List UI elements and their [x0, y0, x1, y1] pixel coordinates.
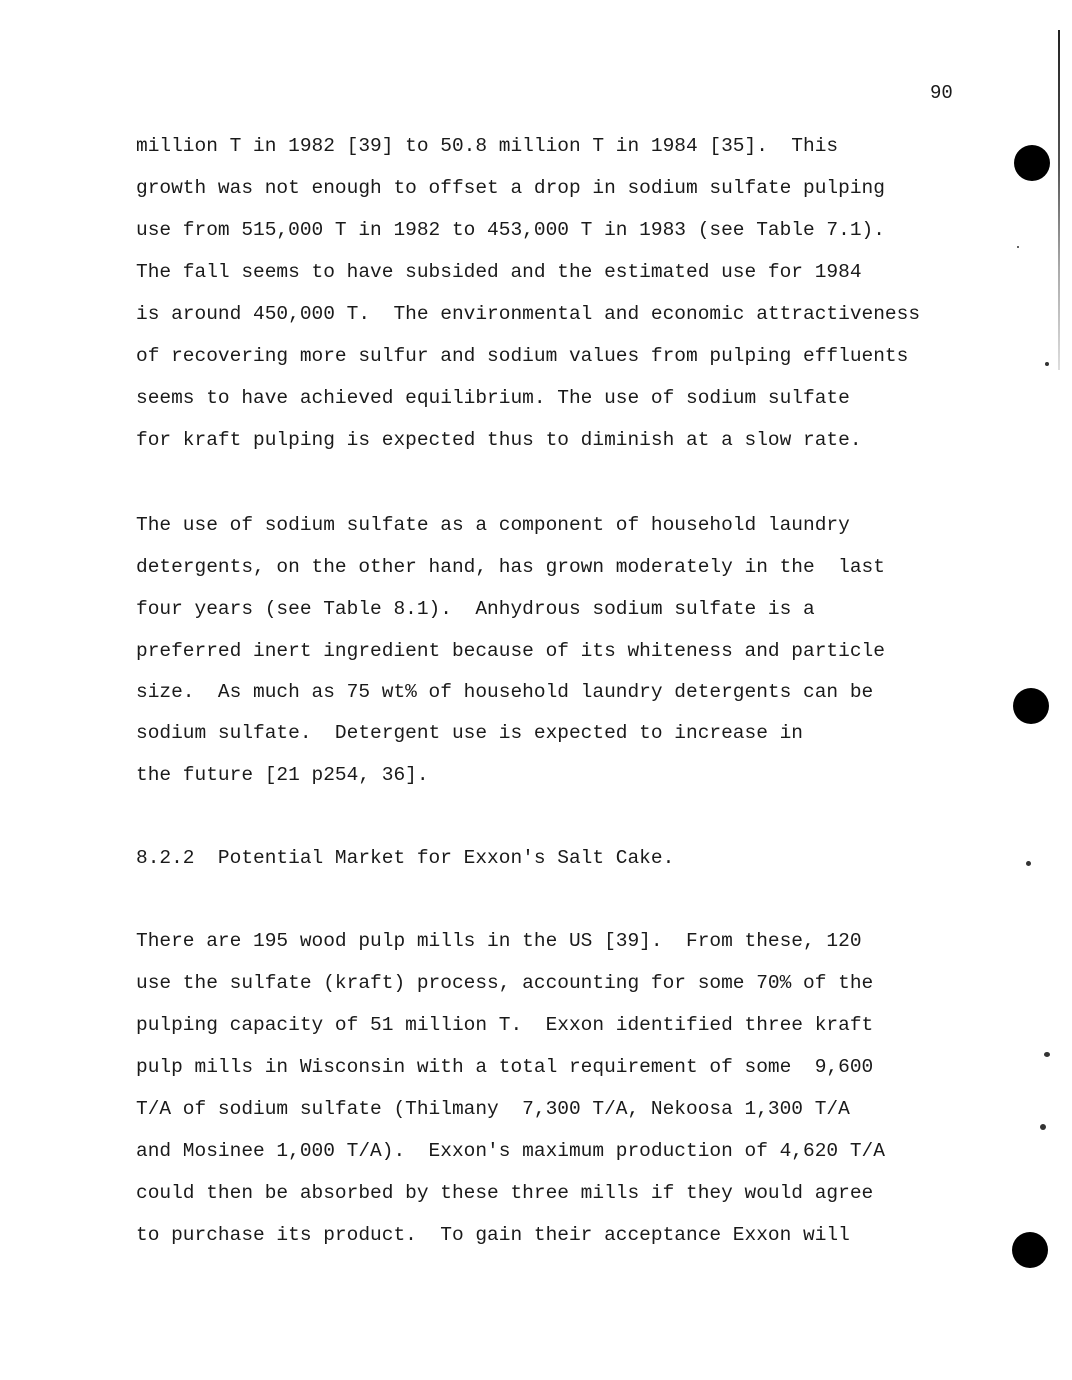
text-line: could then be absorbed by these three mills if they would agree: [136, 1182, 874, 1204]
text-line: four years (see Table 8.1). Anhydrous sodium sulfate is a: [136, 598, 815, 620]
page-number: 90: [930, 82, 953, 104]
text-line: pulping capacity of 51 million T. Exxon identified three kraft: [136, 1014, 874, 1036]
scan-speck: [1045, 362, 1049, 366]
text-line: for kraft pulping is expected thus to diminish at a slow rate.: [136, 429, 862, 451]
text-line: to purchase its product. To gain their acceptance Exxon will: [136, 1224, 850, 1246]
text-line: pulp mills in Wisconsin with a total requirement of some 9,600: [136, 1056, 874, 1078]
punch-hole: [1013, 688, 1049, 724]
punch-hole: [1014, 145, 1050, 181]
text-line: detergents, on the other hand, has grown moderately in the last: [136, 556, 885, 578]
scan-speck: [1017, 246, 1019, 248]
text-line: There are 195 wood pulp mills in the US [39]. From these, 120: [136, 930, 862, 952]
text-line: The use of sodium sulfate as a component of household laundry: [136, 514, 850, 536]
text-line: and Mosinee 1,000 T/A). Exxon's maximum production of 4,620 T/A: [136, 1140, 885, 1162]
text-line: The fall seems to have subsided and the estimated use for 1984: [136, 261, 862, 283]
text-line: size. As much as 75 wt% of household laundry detergents can be: [136, 681, 874, 703]
text-line: is around 450,000 T. The environmental and economic attractiveness: [136, 303, 921, 325]
section-heading: 8.2.2 Potential Market for Exxon's Salt Cake.: [136, 847, 675, 869]
text-line: seems to have achieved equilibrium. The use of sodium sulfate: [136, 387, 850, 409]
text-line: the future [21 p254, 36].: [136, 764, 429, 786]
scan-speck: [1044, 1052, 1050, 1057]
text-line: T/A of sodium sulfate (Thilmany 7,300 T/A, Nekoosa 1,300 T/A: [136, 1098, 850, 1120]
scan-speck: [1026, 861, 1031, 866]
punch-hole: [1012, 1232, 1048, 1268]
text-line: of recovering more sulfur and sodium values from pulping effluents: [136, 345, 909, 367]
text-line: sodium sulfate. Detergent use is expected to increase in: [136, 722, 804, 744]
text-line: growth was not enough to offset a drop in sodium sulfate pulping: [136, 177, 885, 199]
text-line: use from 515,000 T in 1982 to 453,000 T in 1983 (see Table 7.1).: [136, 219, 885, 241]
text-line: use the sulfate (kraft) process, accounting for some 70% of the: [136, 972, 874, 994]
scan-speck: [1040, 1124, 1046, 1130]
text-line: million T in 1982 [39] to 50.8 million T in 1984 [35]. This: [136, 135, 839, 157]
scan-edge-line: [1058, 30, 1060, 370]
text-line: preferred inert ingredient because of its whiteness and particle: [136, 640, 885, 662]
